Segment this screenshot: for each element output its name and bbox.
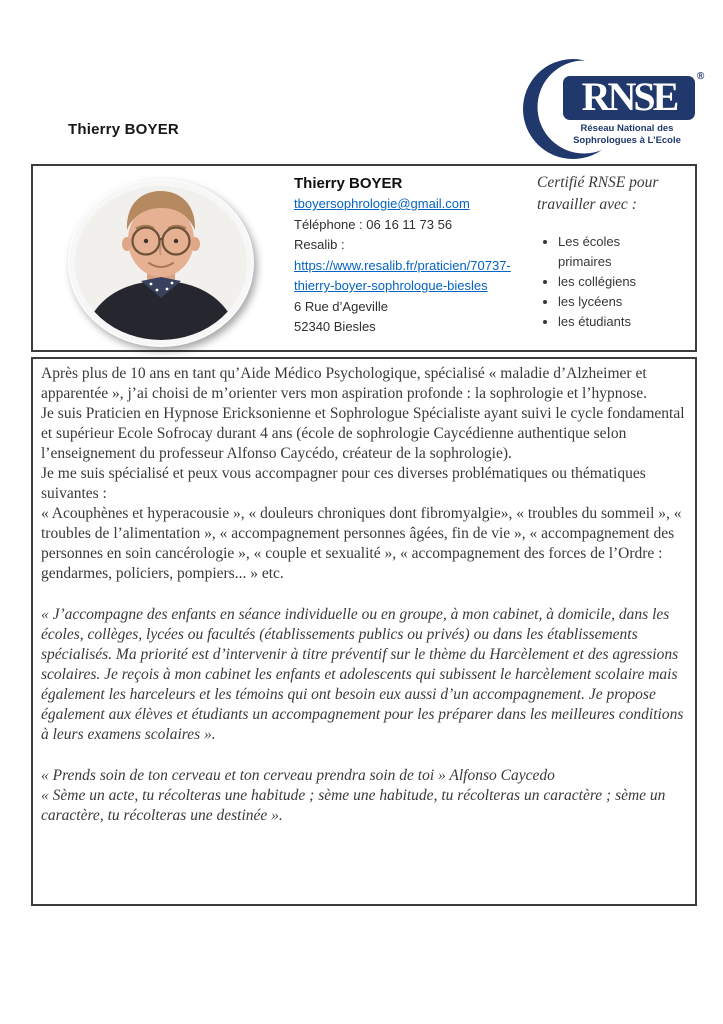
bio-paragraph: Je me suis spécialisé et peux vous accompagner pour ces diverses problématiques ou thématiques suivantes : bbox=[41, 465, 646, 502]
closing-quote: « Prends soin de ton cerveau et ton cerveau prendra soin de toi » Alfonso Caycedo bbox=[41, 767, 555, 784]
contact-info bbox=[294, 173, 544, 338]
rnse-tagline bbox=[547, 123, 707, 146]
certification-item: • les étudiants bbox=[558, 312, 669, 332]
resalib-label: Resalib : bbox=[294, 237, 345, 252]
bio-paragraph: Après plus de 10 ans en tant qu’Aide Médico Psychologique, spécialisé « maladie d’Alzheimer et apparentée », j’ai choisi de m’orienter vers mon aspiration profonde : la sophrologie et l’hypnose. bbox=[41, 365, 648, 402]
profile-photo bbox=[63, 178, 259, 348]
certification-column bbox=[537, 172, 695, 332]
bio-paragraph: Je suis Praticien en Hypnose Ericksonienne et Sophrologue Spécialiste ayant suivi le cycle fondamental et supérieur Ecole Sofrocay durant 4 ans (école de sophrologie Caycédienne authentique selon l’enseignement du professeur Alfonso Caycédo, créateur de la sophrologie). bbox=[41, 405, 685, 462]
certification-heading: Certifié RNSE pour travailler avec : bbox=[537, 174, 659, 213]
rnse-tagline-line2: Sophrologues à L'Ecole bbox=[573, 134, 681, 146]
rnse-logo bbox=[521, 55, 717, 165]
contact-name: Thierry BOYER bbox=[294, 175, 403, 192]
certification-item: • les lycéens bbox=[558, 292, 669, 312]
email-link[interactable]: tboyersophrologie@gmail.com bbox=[294, 196, 470, 211]
resalib-link[interactable]: https://www.resalib.fr/praticien/70737-thierry-boyer-sophrologue-biesles bbox=[294, 257, 511, 293]
certification-item: • les collégiens bbox=[558, 272, 669, 292]
rnse-tagline-line1: Réseau National des bbox=[580, 123, 674, 134]
bio-text-box bbox=[31, 357, 697, 906]
quote-paragraph: « J’accompagne des enfants en séance individuelle ou en groupe, à mon cabinet, à domicile, dans les écoles, collèges, lycées ou facultés (établissements publics ou privés) ou dans les établissements spécialisés. Ma priorité est d’intervenir à titre préventif sur le thème du Harcèlement et des agressions scolaires. Je reçois à mon cabinet les enfants et adolescents qui subissent le harcèlement scolaire mais également les harceleurs et les témoins qui ont besoin eux aussi d’un accompagnement. Je propose également aux élèves et étudiants un accompagnement pour les préparer dans les meilleures conditions à leurs examens scolaires ». bbox=[41, 606, 684, 743]
certification-item: • Les écoles primaires bbox=[558, 232, 669, 272]
address-line-1: 6 Rue d’Ageville bbox=[294, 298, 388, 314]
bio-paragraph: « Acouphènes et hyperacousie », « douleurs chroniques dont fibromyalgie», « troubles du sommeil », « troubles de l’alimentation », « accompagnement personnes âgées, fin de vie », « accompagnement des personnes en soin cancérologie », « couple et sexualité », « accompagnement des forces de l’Ordre : gendarmes, policiers, pompiers... » etc. bbox=[41, 505, 682, 582]
page-title: Thierry BOYER bbox=[68, 121, 179, 138]
closing-quote: « Sème un acte, tu récolteras une habitude ; sème une habitude, tu récolteras un caractère ; sème un caractère, tu récolteras une destinée ». bbox=[41, 787, 666, 824]
phone-number: Téléphone : 06 16 11 73 56 bbox=[294, 216, 453, 232]
rnse-logo-acronym: RNSE bbox=[563, 76, 695, 120]
registered-trademark-icon: ® bbox=[697, 71, 705, 82]
contact-card bbox=[31, 164, 697, 352]
certification-list bbox=[537, 232, 669, 332]
address-line-2: 52340 Biesles bbox=[294, 319, 376, 334]
